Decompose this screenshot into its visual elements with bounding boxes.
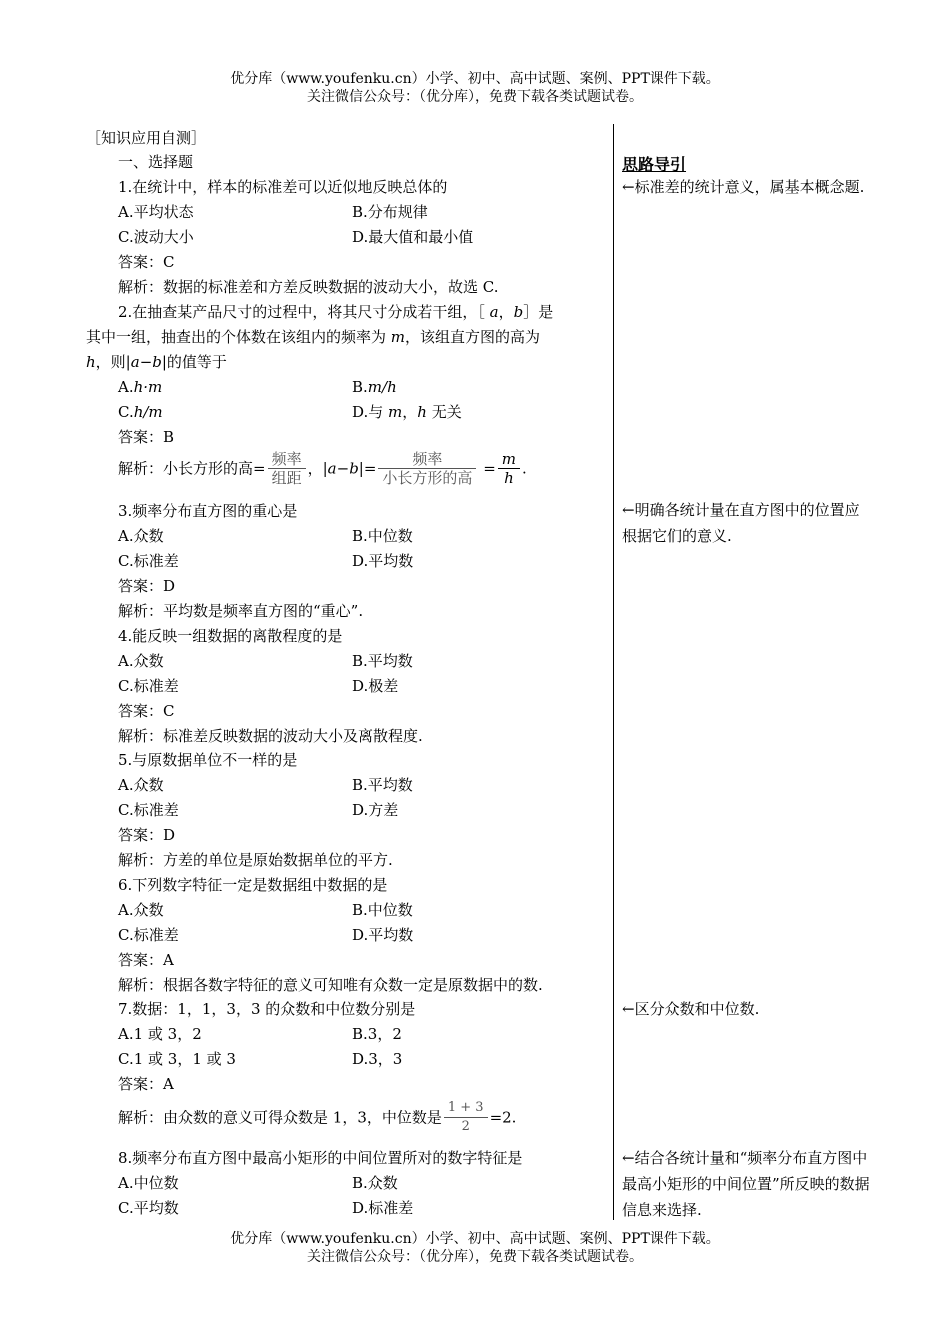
header-line-1: 优分库（www.youfenku.cn）小学、初中、高中试题、案例、PPT课件下载。 (230, 71, 720, 87)
sidebar-note-4: ←结合各统计量和“频率分布直方图中最高小矩形的中间位置”所反映的数据信息来选择. (622, 1149, 870, 1219)
q1-option-a: A.平均状态 (118, 203, 194, 221)
q1-stem: 1.在统计中，样本的标准差可以近似地反映总体的 (118, 178, 448, 196)
q4-answer: 答案：C (118, 702, 175, 720)
q6-option-d: D.平均数 (352, 926, 414, 944)
q4-explain: 解析：标准差反映数据的波动大小及离散程度. (118, 727, 423, 745)
q6-explain: 解析：根据各数字特征的意义可知唯有众数一定是原数据中的数. (118, 976, 543, 994)
footer-line-1: 优分库（www.youfenku.cn）小学、初中、高中试题、案例、PPT课件下载。 (230, 1231, 720, 1247)
q3-answer: 答案：D (118, 577, 176, 595)
q4-option-c: C.标准差 (118, 677, 179, 695)
q7-option-d: D.3，3 (352, 1050, 403, 1068)
q4-option-b: B.平均数 (352, 652, 413, 670)
q1-explain: 解析：数据的标准差和方差反映数据的波动大小，故选 C. (118, 278, 499, 296)
q4-stem: 4.能反映一组数据的离散程度的是 (118, 627, 343, 645)
sidebar-note-1: ←标准差的统计意义，属基本概念题. (622, 178, 865, 196)
q8-option-a: A.中位数 (118, 1174, 179, 1192)
q8-option-d: D.标准差 (352, 1199, 414, 1217)
q1-answer: 答案：C (118, 253, 175, 271)
q2-stem-line-2: 其中一组，抽查出的个体数在该组内的频率为 m，该组直方图的高为 (86, 328, 541, 346)
sidebar-note-2: ←明确各统计量在直方图中的位置应根据它们的意义. (622, 501, 860, 545)
q3-explain: 解析：平均数是频率直方图的“重心”. (118, 602, 364, 620)
q1-option-b: B.分布规律 (352, 203, 428, 221)
q6-option-b: B.中位数 (352, 901, 413, 919)
q3-option-a: A.众数 (118, 527, 164, 545)
fraction-one-plus-three-over-two: $\frac{1 + 3}{2}$ (444, 1099, 488, 1136)
fraction-freq-over-height: $\frac{\text{频率}}{\text{小长方形的高}}$ (378, 450, 476, 487)
q4-option-d: D.极差 (352, 677, 399, 695)
section-title: ［知识应用自测］ (86, 129, 207, 147)
q5-option-d: D.方差 (352, 801, 399, 819)
fraction-freq-over-width: $\frac{\text{频率}}{\text{组距}}$ (268, 450, 306, 487)
sidebar-note-3: ←区分众数和中位数. (622, 1000, 760, 1018)
part-title: 一、选择题 (118, 153, 194, 171)
q2-answer: 答案：B (118, 428, 175, 446)
q3-option-b: B.中位数 (352, 527, 413, 545)
q2-option-a: A.h·m (118, 378, 163, 396)
q3-option-c: C.标准差 (118, 552, 179, 570)
header-line-2: 关注微信公众号：（优分库），免费下载各类试题试卷。 (307, 89, 643, 105)
q6-stem: 6.下列数字特征一定是数据组中数据的是 (118, 876, 388, 894)
q3-stem: 3.频率分布直方图的重心是 (118, 502, 298, 520)
q2-option-b: B.m/h (352, 378, 397, 396)
column-divider (613, 124, 614, 1220)
q6-answer: 答案：A (118, 951, 174, 969)
q6-option-c: C.标准差 (118, 926, 179, 944)
q7-option-c: C.1 或 3，1 或 3 (118, 1050, 236, 1068)
q7-explain: 解析：由众数的意义可得众数是 1，3，中位数是 $\frac{1 + 3}{2}$ =2. (118, 1100, 517, 1134)
q2-stem-line-1: 2.在抽查某产品尺寸的过程中，将其尺寸分成若干组，［ a，b］是 (118, 303, 554, 321)
q2-option-d: D.与 m，h 无关 (352, 403, 462, 421)
q4-option-a: A.众数 (118, 652, 164, 670)
q7-option-a: A.1 或 3，2 (118, 1025, 202, 1043)
q5-answer: 答案：D (118, 826, 176, 844)
q2-explain: 解析：小长方形的高= $\frac{\text{频率}}{\text{组距}}$ ，|a−b|= $\frac{\text{频率}}{\text{小长方形的高}}$ = $\frac{m}{h}$ . (118, 450, 527, 487)
q5-stem: 5.与原数据单位不一样的是 (118, 751, 298, 769)
q5-option-b: B.平均数 (352, 776, 413, 794)
q2-option-c: C.h/m (118, 403, 163, 421)
q7-answer: 答案：A (118, 1075, 174, 1093)
q2-stem-line-3: h，则|a−b|的值等于 (86, 353, 227, 371)
q5-explain: 解析：方差的单位是原始数据单位的平方. (118, 851, 393, 869)
q5-option-a: A.众数 (118, 776, 164, 794)
fraction-m-over-h: $\frac{m}{h}$ (498, 450, 520, 487)
q1-option-d: D.最大值和最小值 (352, 228, 474, 246)
q3-option-d: D.平均数 (352, 552, 414, 570)
q8-option-c: C.平均数 (118, 1199, 179, 1217)
q8-option-b: B.众数 (352, 1174, 398, 1192)
q6-option-a: A.众数 (118, 901, 164, 919)
q5-option-c: C.标准差 (118, 801, 179, 819)
q8-stem: 8.频率分布直方图中最高小矩形的中间位置所对的数字特征是 (118, 1149, 523, 1167)
footer-line-2: 关注微信公众号：（优分库），免费下载各类试题试卷。 (307, 1249, 643, 1265)
sidebar-title: 思路导引 (622, 155, 687, 174)
q7-stem: 7.数据：1，1，3，3 的众数和中位数分别是 (118, 1000, 416, 1018)
q1-option-c: C.波动大小 (118, 228, 194, 246)
q7-option-b: B.3，2 (352, 1025, 402, 1043)
